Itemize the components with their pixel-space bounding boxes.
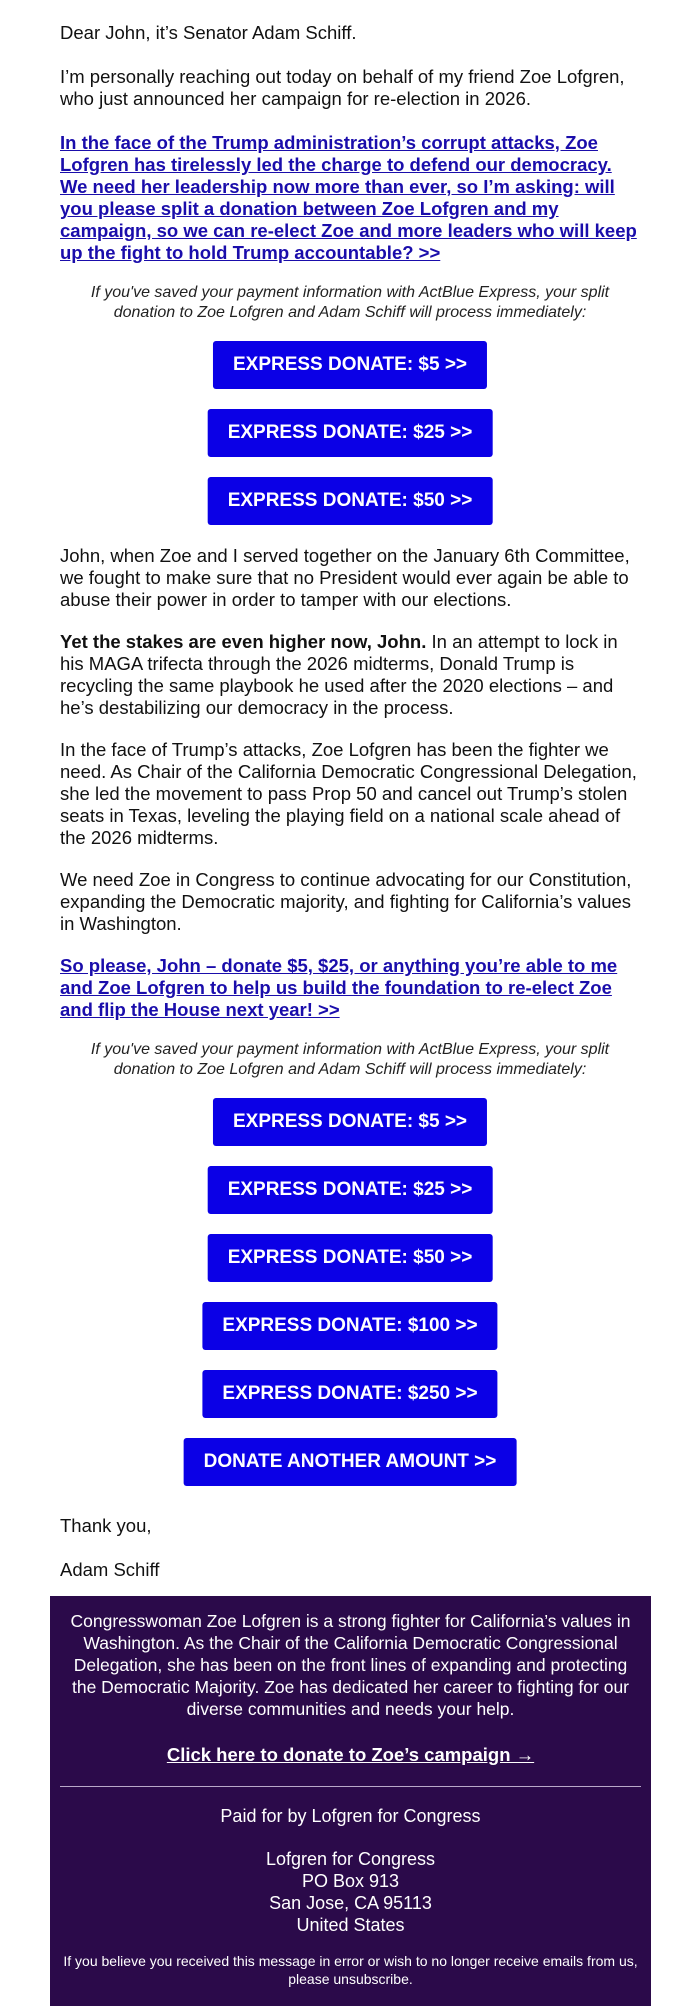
footer-about: Congresswoman Zoe Lofgren is a strong fighter for California’s values in Washington. As the Chair of the California Democratic Congressional Delegation, she has been on the front lines of expanding and protecting the Democratic Majority. Zoe has dedicated her career to fighting for our diverse communities and needs your help. [70,1611,631,1719]
need-paragraph: We need Zoe in Congress to continue advocating for our Constitution, expanding the Democratic majority, and fighting for California’s values in Washington. [60,869,632,934]
cta-link-2[interactable]: So please, John – donate $5, $25, or anything you’re able to me and Zoe Lofgren to help us build the foundation to re-elect Zoe and flip the House next year! >> [60,955,618,1020]
cta-link-1[interactable]: In the face of the Trump administration’s corrupt attacks, Zoe Lofgren has tirelessly led the charge to defend our democracy. We need her leadership now more than ever, so I’m asking: will you please split a donation between Zoe Lofgren and my campaign, so we can re-elect Zoe and more leaders who will keep up the fight to hold Trump accountable? >> [60,132,637,263]
express-donate-5-button-top[interactable]: EXPRESS DONATE: $5 >> [213,341,487,389]
address-line: United States [296,1915,405,1935]
paid-for-by: Paid for by Lofgren for Congress [220,1806,481,1826]
fighter-paragraph: In the face of Trump’s attacks, Zoe Lofgren has been the fighter we need. As Chair of the California Democratic Congressional Delegation, she led the movement to pass Prop 50 and cancel out Trump’s stolen seats in Texas, leveling the playing field on a national scale ahead of the 2026 midterms. [60,739,637,848]
express-donate-5-button-bottom[interactable]: EXPRESS DONATE: $5 >> [213,1098,487,1146]
express-donate-25-button-top[interactable]: EXPRESS DONATE: $25 >> [208,409,493,457]
donate-to-zoe-link[interactable]: Click here to donate to Zoe’s campaign → [166,1744,535,1765]
footer-divider [60,1786,641,1787]
sign-off: Thank you, [60,1515,152,1536]
intro-paragraph: I’m personally reaching out today on behalf of my friend Zoe Lofgren, who just announced her campaign for re-election in 2026. [60,66,625,109]
donate-another-amount-button[interactable]: DONATE ANOTHER AMOUNT >> [184,1438,517,1486]
committee-paragraph: John, when Zoe and I served together on the January 6th Committee, we fought to make sure that no President would ever again be able to abuse their power in order to tamper with our elections. [60,545,630,610]
address-line: San Jose, CA 95113 [269,1893,432,1913]
express-note-top: If you've saved your payment information with ActBlue Express, your split donation to Zoe Lofgren and Adam Schiff will process immediately: [90,284,610,321]
express-donate-50-button-top[interactable]: EXPRESS DONATE: $50 >> [208,477,493,525]
signature: Adam Schiff [60,1559,160,1580]
express-donate-25-button-bottom[interactable]: EXPRESS DONATE: $25 >> [208,1166,493,1214]
stakes-bold: Yet the stakes are even higher now, John. [60,631,427,652]
address-line: PO Box 913 [301,1871,400,1891]
express-donate-50-button-bottom[interactable]: EXPRESS DONATE: $50 >> [208,1234,493,1282]
unsubscribe-note[interactable]: If you believe you received this message in error or wish to no longer receive emails from us, please unsubscribe. [63,1953,638,1987]
greeting: Dear John, it’s Senator Adam Schiff. [60,22,357,43]
express-note-bottom: If you've saved your payment information with ActBlue Express, your split donation to Zoe Lofgren and Adam Schiff will process immediately: [90,1041,610,1078]
footer [50,1596,651,2006]
mailing-address [50,1848,651,1936]
express-donate-100-button[interactable]: EXPRESS DONATE: $100 >> [202,1302,497,1350]
stakes-rest: In an attempt to lock in his MAGA trifecta through the 2026 midterms, Donald Trump is recycling the same playbook he used after the 2020 elections – and he’s destabilizing our democracy in the process. [60,631,618,718]
express-donate-250-button[interactable]: EXPRESS DONATE: $250 >> [202,1370,497,1418]
address-line: Lofgren for Congress [265,1849,436,1869]
stakes-paragraph [60,631,640,719]
